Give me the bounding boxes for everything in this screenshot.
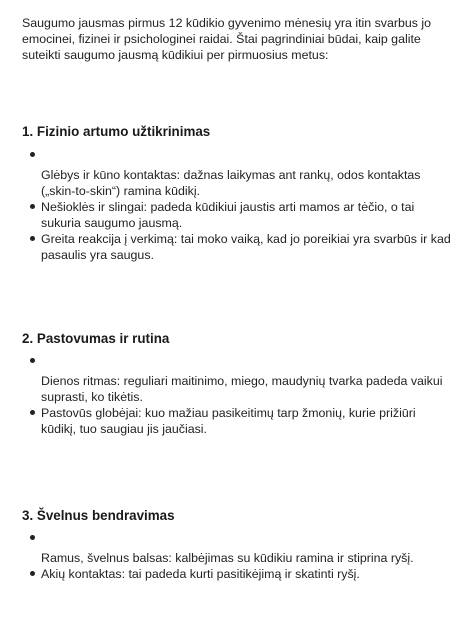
- list-item-text: Greita reakcija į verkimą: tai moko vaiką, kad jo poreikiai yra svarbūs ir kad pasaulis yra saugus.: [41, 232, 451, 262]
- section-heading-3: 3. Švelnus bendravimas: [22, 508, 175, 523]
- list-item: [22, 231, 452, 263]
- empty-list-item: [22, 356, 452, 369]
- bullet-icon: [30, 236, 35, 241]
- section-list-1: [22, 150, 452, 263]
- bullet-icon: [30, 535, 35, 540]
- empty-list-item: [22, 533, 452, 546]
- list-item: [22, 167, 452, 199]
- list-item-text: Nešioklės ir slingai: padeda kūdikiui jaustis arti mamos ar tėčio, o tai sukuria saugumo jausmą.: [41, 200, 415, 230]
- list-item: [22, 199, 452, 231]
- list-item: [22, 550, 452, 566]
- list-item-text: Ramus, švelnus balsas: kalbėjimas su kūdikiu ramina ir stiprina ryšį.: [41, 551, 414, 565]
- section-heading-2: 2. Pastovumas ir rutina: [22, 331, 170, 346]
- list-item: [22, 373, 452, 405]
- list-item-text: Dienos ritmas: reguliari maitinimo, miego, maudynių tvarka padeda vaikui suprasti, ko tikėtis.: [41, 374, 443, 404]
- bullet-icon: [30, 204, 35, 209]
- bullet-icon: [30, 152, 35, 157]
- empty-list-item: [22, 150, 452, 163]
- intro-paragraph: Saugumo jausmas pirmus 12 kūdikio gyvenimo mėnesių yra itin svarbus jo emocinei, fizinei ir psichologinei raidai. Štai pagrindiniai būdai, kaip galite suteikti saugumo jausmą kūdikiui per pirmuosius metus:: [22, 16, 432, 62]
- list-item-text: Pastovūs globėjai: kuo mažiau pasikeitimų tarp žmonių, kurie prižiūri kūdikį, tuo saugiau jis jaučiasi.: [41, 406, 416, 436]
- list-item-text: Glėbys ir kūno kontaktas: dažnas laikymas ant rankų, odos kontaktas („skin-to-skin“) ramina kūdikį.: [41, 168, 421, 198]
- section-list-3: [22, 533, 452, 582]
- bullet-icon: [30, 358, 35, 363]
- list-item-text: Akių kontaktas: tai padeda kurti pasitikėjimą ir skatinti ryšį.: [41, 567, 360, 581]
- list-item: [22, 566, 452, 582]
- bullet-icon: [30, 571, 35, 576]
- section-list-2: [22, 356, 452, 437]
- bullet-icon: [30, 410, 35, 415]
- list-item: [22, 405, 452, 437]
- section-heading-1: 1. Fizinio artumo užtikrinimas: [22, 124, 211, 139]
